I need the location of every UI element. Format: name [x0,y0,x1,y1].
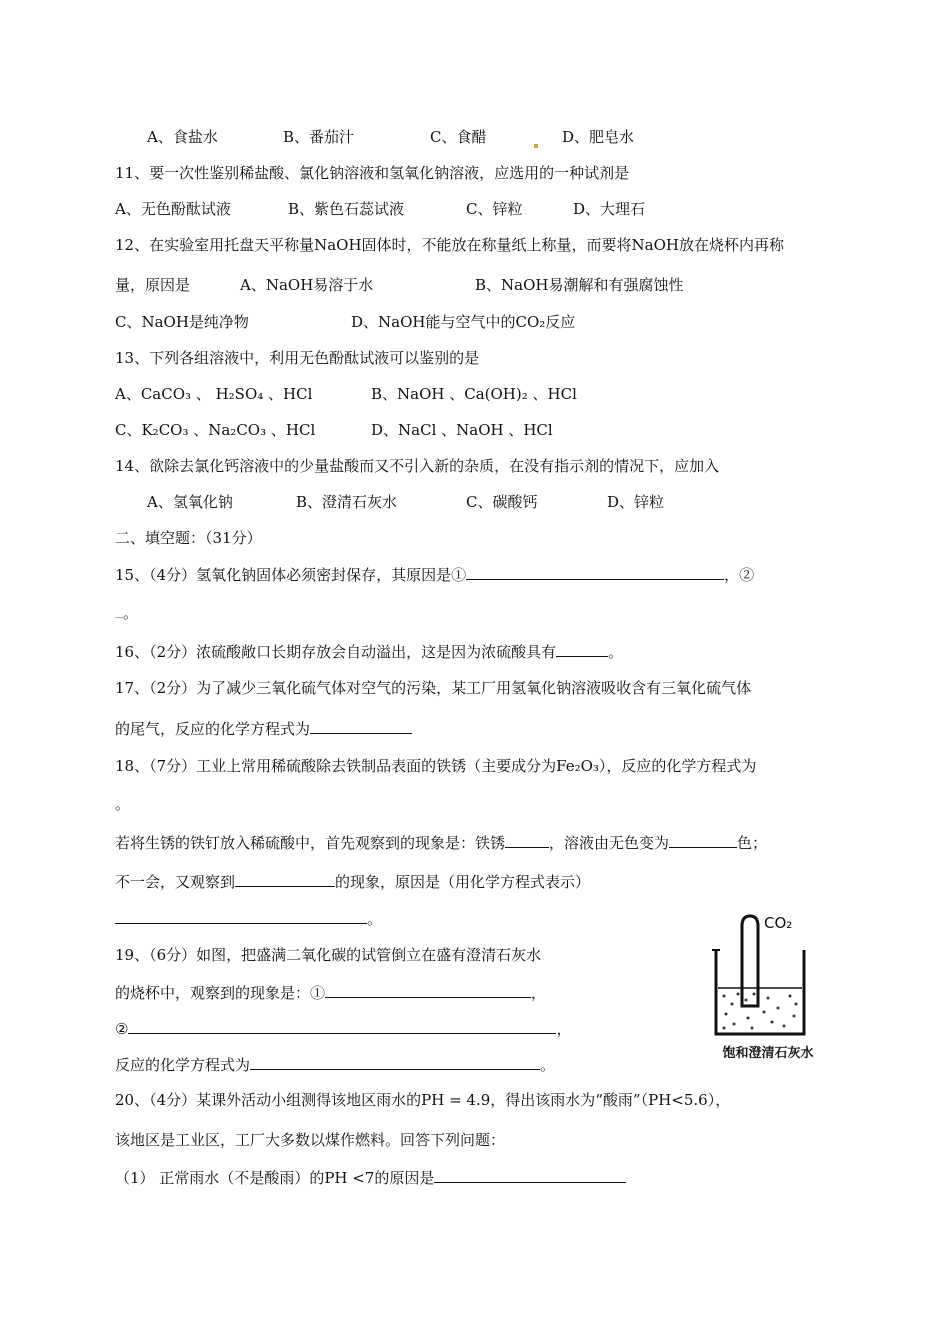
q20-line3 [115,1167,626,1188]
q18-blank-1[interactable] [505,832,549,848]
q18-blank-2[interactable] [669,832,737,848]
q18-blank-4[interactable] [115,908,367,924]
q19-text-3a: ② [115,1020,129,1038]
q13-option-a: A、CaCO₃ 、 H₂SO₄ 、HCl [115,385,313,403]
q20-blank[interactable] [434,1167,626,1183]
q17-blank[interactable] [310,718,412,734]
q14-option-b: B、澄清石灰水 [296,493,398,511]
q11-option-a: A、无色酚酞试液 [115,200,231,218]
q10-option-a: A、食盐水 [147,128,218,146]
q16-text: 16、（2分）浓硫酸敞口长期存放会自动溢出，这是因为浓硫酸具有 [115,643,557,661]
q15-line2 [115,602,138,623]
q19-line2 [115,982,546,1003]
q15-text: 15、（4分）氢氧化钠固体必须密封保存，其原因是① [115,566,467,584]
q17-line2 [115,718,412,739]
section-heading: 二、填空题：（31分） [115,529,262,547]
q19-line3 [115,1018,571,1039]
q18-line2: 。 [115,795,131,813]
q18-line4 [115,871,590,892]
q14-option-c: C、碳酸钙 [466,493,538,511]
q14-stem: 14、欲除去氯化钙溶液中的少量盐酸而又不引入新的杂质，在没有指示剂的情况下，应加入 [115,457,720,475]
q14-option-a: A、氢氧化钠 [147,493,233,511]
q11-stem: 11、要一次性鉴别稀盐酸、氯化钠溶液和氢氧化钠溶液，应选用的一种试剂是 [115,164,630,182]
q18-blank-3[interactable] [235,871,335,887]
co2-label: CO₂ [764,914,793,932]
q12-stem: 12、在实验室用托盘天平称量NaOH固体时，不能放在称量纸上称量，而要将NaOH放在烧杯内再称 [115,236,784,254]
q16-blank[interactable] [556,641,608,657]
q15-sep: ，② [724,566,755,584]
q18-text-3c: 色； [737,834,768,852]
q19-line4 [115,1054,555,1075]
q15-line1 [115,564,754,585]
q17-line1: 17、（2分）为了减少三氧化硫气体对空气的污染，某工厂用氢氧化钠溶液吸收含有三氧化硫气体 [115,679,752,697]
q13-option-d: D、NaCl 、NaOH 、HCl [371,421,553,439]
q19-text-2b: ， [531,984,547,1002]
beaker-drawing [698,910,838,1040]
q11-option-b: B、紫色石蕊试液 [288,200,405,218]
q18-end: 。 [367,910,383,928]
q13-stem: 13、下列各组溶液中，利用无色酚酞试液可以鉴别的是 [115,349,480,367]
q17-text: 的尾气，反应的化学方程式为 [115,720,311,738]
q13-option-b: B、NaOH 、Ca(OH)₂ 、HCl [371,385,577,403]
q12-line2: 量，原因是 [115,276,191,294]
q15-end: 。 [123,604,139,622]
stray-dot [534,135,538,155]
q19-text-4a: 反应的化学方程式为 [115,1056,251,1074]
q10-option-d: D、肥皂水 [562,128,635,146]
q16-line [115,641,623,662]
q11-option-c: C、锌粒 [466,200,523,218]
q15-blank-2[interactable] [115,602,123,618]
q12-option-d: D、NaOH能与空气中的CO₂反应 [351,313,576,331]
q18-text-4a: 不一会，又观察到 [115,873,236,891]
q10-option-b: B、番茄汁 [283,128,355,146]
q10-option-c: C、食醋 [430,128,487,146]
q20-line1: 20、（4分）某课外活动小组测得该地区雨水的PH = 4.9，得出该雨水为“酸雨”（PH<5.6）， [115,1091,731,1109]
q16-end: 。 [608,643,624,661]
q12-option-b: B、NaOH易潮解和有强腐蚀性 [475,276,684,294]
q19-text-3b: ， [556,1020,572,1038]
q14-option-d: D、锌粒 [607,493,665,511]
q12-option-a: A、NaOH易溶于水 [240,276,374,294]
q11-option-d: D、大理石 [573,200,646,218]
q15-blank-1[interactable] [466,564,724,580]
q19-blank-2[interactable] [128,1018,556,1034]
q20-text-3: （1） 正常雨水（不是酸雨）的PH <7的原因是 [115,1169,435,1187]
q19-line1: 19、（6分）如图，把盛满二氧化碳的试管倒立在盛有澄清石灰水 [115,946,542,964]
q18-text-3b: ，溶液由无色变为 [549,834,670,852]
q18-text-3a: 若将生锈的铁钉放入稀硫酸中，首先观察到的现象是：铁锈 [115,834,506,852]
q12-option-c: C、NaOH是纯净物 [115,313,249,331]
q13-option-c: C、K₂CO₃ 、Na₂CO₃ 、HCl [115,421,316,439]
q19-blank-3[interactable] [250,1054,540,1070]
q18-line5 [115,908,382,929]
q18-text-4b: 的现象，原因是（用化学方程式表示） [335,873,591,891]
q18-line1: 18、（7分）工业上常用稀硫酸除去铁制品表面的铁锈（主要成分为Fe₂O₃），反应的化学方程式为 [115,757,757,775]
figure-caption: 饱和澄清石灰水 [722,1046,814,1061]
q19-text-2a: 的烧杯中，观察到的现象是：① [115,984,326,1002]
q19-blank-1[interactable] [325,982,531,998]
co2-beaker-figure [698,910,838,1062]
q19-text-4b: 。 [540,1056,556,1074]
q20-line2: 该地区是工业区，工厂大多数以煤作燃料。回答下列问题： [115,1131,506,1149]
q18-line3 [115,832,767,853]
